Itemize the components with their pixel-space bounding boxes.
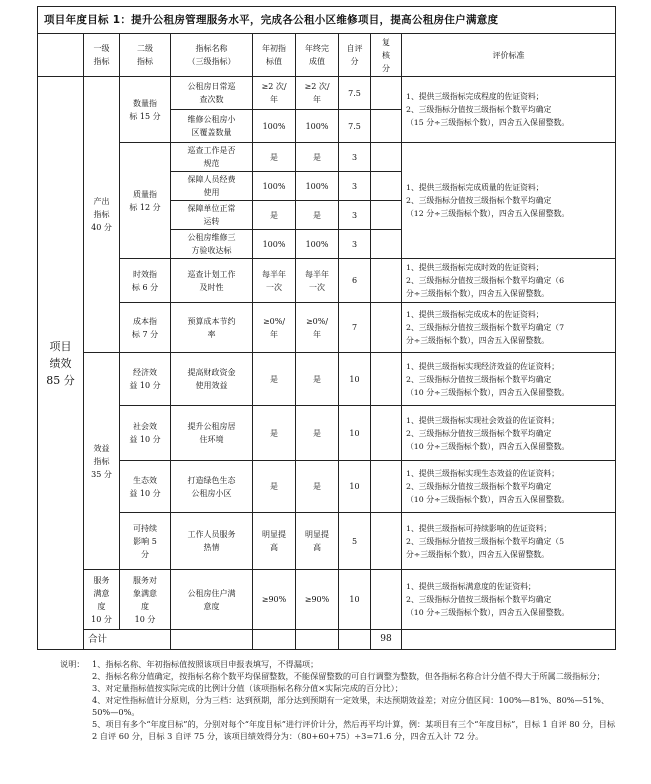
header-criteria: 评价标准	[402, 34, 616, 77]
review-score	[371, 259, 402, 303]
indicator-name: 公租房日常巡 查次数	[171, 77, 253, 110]
initial-value: 是	[253, 143, 296, 172]
review-score	[371, 143, 402, 172]
sub-sustain: 可持续 影响 5 分	[120, 513, 171, 570]
indicator-name: 提高财政资金 使用效益	[171, 353, 253, 406]
indicator-name: 公租房维修三 方验收达标	[171, 230, 253, 259]
indicator-name: 保障单位正常 运转	[171, 201, 253, 230]
indicator-name: 保障人员经费 使用	[171, 172, 253, 201]
final-value: 100%	[296, 172, 339, 201]
criteria-quantity: 1、提供三级指标完成程度的佐证资料； 2、三级指标分值按三级指标个数平均确定 （15 分÷三级指标个数），四舍五入保留整数。	[402, 77, 616, 143]
self-score: 3	[339, 230, 371, 259]
initial-value: 100%	[253, 230, 296, 259]
note-text: 1、指标名称、年初指标值按照该项目申报表填写，不得漏项；	[92, 659, 319, 669]
final-value: 明显提 高	[296, 513, 339, 570]
sub-timeliness: 时效指 标 6 分	[120, 259, 171, 303]
review-score	[371, 230, 402, 259]
group-output: 产出 指标 40 分	[84, 77, 120, 353]
sub-quantity: 数量指 标 15 分	[120, 77, 171, 143]
initial-value: 是	[253, 353, 296, 406]
note-1	[60, 658, 620, 670]
initial-value: 是	[253, 461, 296, 513]
initial-value: 每半年 一次	[253, 259, 296, 303]
self-score: 7.5	[339, 110, 371, 143]
final-value: ≥0%/ 年	[296, 303, 339, 353]
table-row	[38, 303, 616, 353]
goal-row	[38, 7, 616, 34]
final-value: 是	[296, 143, 339, 172]
note-text: 3、对定量指标值按实际完成的比例计分值（该项指标名称分值×实际完成的百分比）；	[92, 683, 403, 693]
indicator-name: 公租房住户满 意度	[171, 570, 253, 630]
initial-value: 100%	[253, 172, 296, 201]
initial-value: 是	[253, 201, 296, 230]
initial-value: 明显提 高	[253, 513, 296, 570]
initial-value: 是	[253, 406, 296, 461]
self-score: 10	[339, 570, 371, 630]
indicator-name: 打造绿色生态 公租房小区	[171, 461, 253, 513]
total-label: 合计	[84, 630, 171, 650]
final-value: 是	[296, 353, 339, 406]
criteria-timeliness: 1、提供三级指标完成时效的佐证资料； 2、三级指标分值按三级指标个数平均确定（6 分÷三级指标个数），四舍五入保留整数。	[402, 259, 616, 303]
indicator-name: 提升公租房居 住环境	[171, 406, 253, 461]
indicator-name: 巡查工作是否 规范	[171, 143, 253, 172]
review-score	[371, 303, 402, 353]
notes-heading: 说明：	[60, 659, 85, 669]
sub-service-object: 服务对 象满意 度 10 分	[120, 570, 171, 630]
review-score	[371, 353, 402, 406]
project-label: 项目 绩效 85 分	[38, 77, 84, 650]
table-row	[38, 77, 616, 110]
total-row	[38, 630, 616, 650]
header-row	[38, 34, 616, 77]
criteria-ecological: 1、提供三级指标实现生态效益的佐证资料； 2、三级指标分值按三级指标个数平均确定 （10 分÷三级指标个数），四舍五入保留整数。	[402, 461, 616, 513]
final-value: 每半年 一次	[296, 259, 339, 303]
table-row	[38, 143, 616, 172]
header-level1: 一级 指标	[84, 34, 120, 77]
table-row	[38, 570, 616, 630]
note-4	[60, 694, 620, 718]
group-satisfaction: 服务 满意 度 10 分	[84, 570, 120, 630]
self-score: 3	[339, 143, 371, 172]
self-score: 3	[339, 201, 371, 230]
header-level3: 指标名称 （三级指标）	[171, 34, 253, 77]
group-benefit: 效益 指标 35 分	[84, 353, 120, 570]
final-value: ≥90%	[296, 570, 339, 630]
self-score: 3	[339, 172, 371, 201]
final-value: 100%	[296, 230, 339, 259]
initial-value: ≥90%	[253, 570, 296, 630]
criteria-social: 1、提供三级指标实现社会效益的佐证资料； 2、三级指标分值按三级指标个数平均确定 （10 分÷三级指标个数），四舍五入保留整数。	[402, 406, 616, 461]
header-level2: 二级 指标	[120, 34, 171, 77]
initial-value: 100%	[253, 110, 296, 143]
sub-ecological: 生态效 益 10 分	[120, 461, 171, 513]
header-initial: 年初指 标值	[253, 34, 296, 77]
header-self: 自评 分	[339, 34, 371, 77]
total-blank	[339, 630, 371, 650]
review-score	[371, 172, 402, 201]
review-score	[371, 461, 402, 513]
indicator-name: 工作人员服务 热情	[171, 513, 253, 570]
review-score	[371, 77, 402, 110]
indicator-name: 巡查计划工作 及时性	[171, 259, 253, 303]
note-2	[60, 670, 620, 682]
header-blank	[38, 34, 84, 77]
header-final: 年终完 成值	[296, 34, 339, 77]
sub-social: 社会效 益 10 分	[120, 406, 171, 461]
final-value: ≥2 次/ 年	[296, 77, 339, 110]
table-row	[38, 513, 616, 570]
self-score: 10	[339, 353, 371, 406]
evaluation-table	[37, 6, 616, 650]
final-value: 100%	[296, 110, 339, 143]
self-score: 5	[339, 513, 371, 570]
table-row	[38, 406, 616, 461]
total-blank	[402, 630, 616, 650]
table-row	[38, 461, 616, 513]
review-score	[371, 110, 402, 143]
final-value: 是	[296, 201, 339, 230]
criteria-satisfaction: 1、提供三级指标满意度的佐证资料； 2、三级指标分值按三级指标个数平均确定 （10 分÷三级指标个数），四舍五入保留整数。	[402, 570, 616, 630]
initial-value: ≥2 次/ 年	[253, 77, 296, 110]
final-value: 是	[296, 461, 339, 513]
review-score	[371, 406, 402, 461]
initial-value: ≥0%/ 年	[253, 303, 296, 353]
criteria-cost: 1、提供三级指标完成成本的佐证资料； 2、三级指标分值按三级指标个数平均确定（7 分÷三级指标个数），四舍五入保留整数。	[402, 303, 616, 353]
criteria-sustain: 1、提供三级指标可持续影响的佐证资料； 2、三级指标分值按三级指标个数平均确定（5 分÷三级指标个数），四舍五入保留整数。	[402, 513, 616, 570]
sub-economic: 经济效 益 10 分	[120, 353, 171, 406]
criteria-economic: 1、提供三级指标实现经济效益的佐证资料； 2、三级指标分值按三级指标个数平均确定 （10 分÷三级指标个数），四舍五入保留整数。	[402, 353, 616, 406]
review-score	[371, 513, 402, 570]
indicator-name: 维修公租房小 区覆盖数量	[171, 110, 253, 143]
review-score	[371, 570, 402, 630]
note-3	[60, 682, 620, 694]
note-text: 2、指标名称分值确定，按指标名称个数平均保留整数，不能保留整数的可自行调整为整数，但各指标名称合计分值不得大于所属二级指标分；	[92, 671, 605, 681]
header-review: 复 核 分	[371, 34, 402, 77]
notes	[60, 658, 620, 742]
indicator-name: 预算成本节约 率	[171, 303, 253, 353]
evaluation-sheet	[37, 6, 615, 650]
note-5	[60, 718, 620, 742]
total-value: 98	[371, 630, 402, 650]
self-score: 7.5	[339, 77, 371, 110]
total-blank	[296, 630, 339, 650]
self-score: 6	[339, 259, 371, 303]
sub-cost: 成本指 标 7 分	[120, 303, 171, 353]
review-score	[371, 201, 402, 230]
self-score: 7	[339, 303, 371, 353]
total-blank	[253, 630, 296, 650]
sub-quality: 质量指 标 12 分	[120, 143, 171, 259]
final-value: 是	[296, 406, 339, 461]
note-text: 5、项目有多个“年度目标”的，分别对每个“年度目标”进行评价计分，然后再平均计算，例：某项目有三个“年度目标”，目标 1 自评 80 分，目标 2 自评 60 分，目标 3 自评 75 分，该项目绩效得分为：（80+60+75）÷3=71.6 分，四舍五入计 72 分。	[92, 719, 616, 741]
total-blank	[171, 630, 253, 650]
goal-title: 项目年度目标 1：提升公租房管理服务水平，完成各公租小区维修项目，提高公租房住户满意度	[38, 7, 616, 34]
self-score: 10	[339, 406, 371, 461]
self-score: 10	[339, 461, 371, 513]
note-text: 4、对定性指标值计分原则，分为三档：达到预期，部分达到预期有一定效果，未达预期效益差；对应分值区间：100%—81%、80%—51%、50%—0%。	[92, 695, 610, 717]
criteria-quality: 1、提供三级指标完成质量的佐证资料； 2、三级指标分值按三级指标个数平均确定 （12 分÷三级指标个数），四舍五入保留整数。	[402, 143, 616, 259]
table-row	[38, 259, 616, 303]
table-row	[38, 353, 616, 406]
